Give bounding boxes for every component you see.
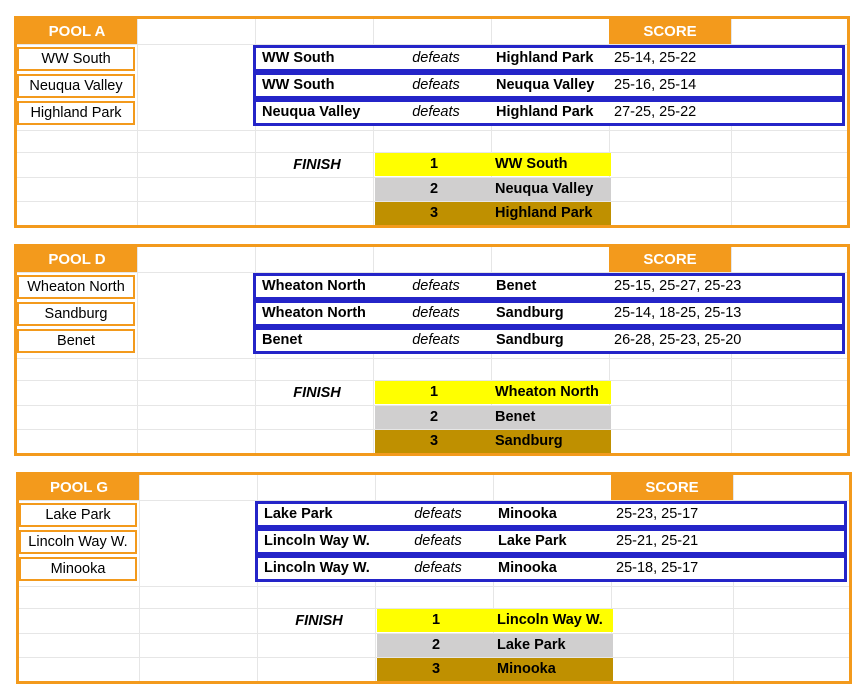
finish-second[interactable] xyxy=(377,634,613,657)
match-row[interactable] xyxy=(255,555,847,582)
finish-place: 2 xyxy=(429,409,439,425)
match-loser: Minooka xyxy=(498,560,557,576)
match-winner: Lake Park xyxy=(264,506,333,522)
match-winner: Wheaton North xyxy=(262,278,366,294)
match-loser: Highland Park xyxy=(496,50,594,66)
match-row[interactable] xyxy=(255,528,847,555)
finish-place: 1 xyxy=(431,612,441,628)
match-loser: Sandburg xyxy=(496,332,564,348)
score-header: SCORE xyxy=(609,247,731,272)
pool-d-panel xyxy=(14,244,850,456)
match-verb: defeats xyxy=(412,77,460,93)
match-row[interactable] xyxy=(253,99,845,126)
match-verb: defeats xyxy=(412,104,460,120)
finish-first[interactable] xyxy=(375,153,611,176)
pool-title: POOL D xyxy=(17,247,137,272)
finish-place: 3 xyxy=(429,205,439,221)
match-row[interactable] xyxy=(253,45,845,72)
pool-a-panel xyxy=(14,16,850,228)
finish-first[interactable] xyxy=(375,381,611,404)
match-verb: defeats xyxy=(412,278,460,294)
score-header: SCORE xyxy=(609,19,731,44)
match-loser: Highland Park xyxy=(496,104,594,120)
match-row[interactable] xyxy=(253,273,845,300)
match-winner: WW South xyxy=(262,50,335,66)
team-cell[interactable]: WW South xyxy=(17,47,135,71)
finish-second[interactable] xyxy=(375,406,611,429)
pool-g-panel xyxy=(16,472,852,684)
finish-team: Neuqua Valley xyxy=(495,181,594,197)
team-cell[interactable]: Neuqua Valley xyxy=(17,74,135,98)
finish-team: Lake Park xyxy=(497,637,566,653)
match-winner: Lincoln Way W. xyxy=(264,560,370,576)
finish-third[interactable] xyxy=(375,202,611,225)
pool-title: POOL A xyxy=(17,19,137,44)
match-winner: Benet xyxy=(262,332,303,348)
match-winner: Neuqua Valley xyxy=(262,104,361,120)
match-loser: Minooka xyxy=(498,506,557,522)
match-verb: defeats xyxy=(412,332,460,348)
finish-second[interactable] xyxy=(375,178,611,201)
team-cell[interactable]: Minooka xyxy=(19,557,137,581)
match-loser: Benet xyxy=(496,278,537,294)
match-score: 25-21, 25-21 xyxy=(616,533,699,549)
match-verb: defeats xyxy=(414,506,462,522)
score-header: SCORE xyxy=(611,475,733,500)
finish-team: Highland Park xyxy=(495,205,593,221)
pool-title: POOL G xyxy=(19,475,139,500)
team-cell[interactable]: Lincoln Way W. xyxy=(19,530,137,554)
match-score: 27-25, 25-22 xyxy=(614,104,697,120)
finish-team: WW South xyxy=(495,156,568,172)
match-score: 25-16, 25-14 xyxy=(614,77,697,93)
finish-place: 3 xyxy=(431,661,441,677)
match-verb: defeats xyxy=(412,305,460,321)
finish-label: FINISH xyxy=(293,385,341,401)
team-cell[interactable]: Highland Park xyxy=(17,101,135,125)
match-winner: WW South xyxy=(262,77,335,93)
match-score: 25-14, 18-25, 25-13 xyxy=(614,305,742,321)
finish-place: 2 xyxy=(431,637,441,653)
finish-team: Benet xyxy=(495,409,536,425)
match-row[interactable] xyxy=(253,72,845,99)
match-winner: Lincoln Way W. xyxy=(264,533,370,549)
match-loser: Sandburg xyxy=(496,305,564,321)
finish-place: 3 xyxy=(429,433,439,449)
team-cell[interactable]: Benet xyxy=(17,329,135,353)
match-row[interactable] xyxy=(253,300,845,327)
team-cell[interactable]: Lake Park xyxy=(19,503,137,527)
finish-team: Minooka xyxy=(497,661,556,677)
match-verb: defeats xyxy=(412,50,460,66)
match-row[interactable] xyxy=(253,327,845,354)
finish-place: 2 xyxy=(429,181,439,197)
match-winner: Wheaton North xyxy=(262,305,366,321)
match-loser: Lake Park xyxy=(498,533,567,549)
finish-team: Lincoln Way W. xyxy=(497,612,603,628)
finish-place: 1 xyxy=(429,156,439,172)
team-cell[interactable]: Wheaton North xyxy=(17,275,135,299)
finish-team: Sandburg xyxy=(495,433,563,449)
finish-label: FINISH xyxy=(295,613,343,629)
finish-third[interactable] xyxy=(375,430,611,453)
match-verb: defeats xyxy=(414,533,462,549)
finish-first[interactable] xyxy=(377,609,613,632)
match-verb: defeats xyxy=(414,560,462,576)
finish-third[interactable] xyxy=(377,658,613,681)
team-cell[interactable]: Sandburg xyxy=(17,302,135,326)
match-score: 25-15, 25-27, 25-23 xyxy=(614,278,742,294)
finish-team: Wheaton North xyxy=(495,384,599,400)
match-score: 25-14, 25-22 xyxy=(614,50,697,66)
match-row[interactable] xyxy=(255,501,847,528)
finish-place: 1 xyxy=(429,384,439,400)
match-score: 25-23, 25-17 xyxy=(616,506,699,522)
finish-label: FINISH xyxy=(293,157,341,173)
match-score: 25-18, 25-17 xyxy=(616,560,699,576)
match-loser: Neuqua Valley xyxy=(496,77,595,93)
match-score: 26-28, 25-23, 25-20 xyxy=(614,332,742,348)
